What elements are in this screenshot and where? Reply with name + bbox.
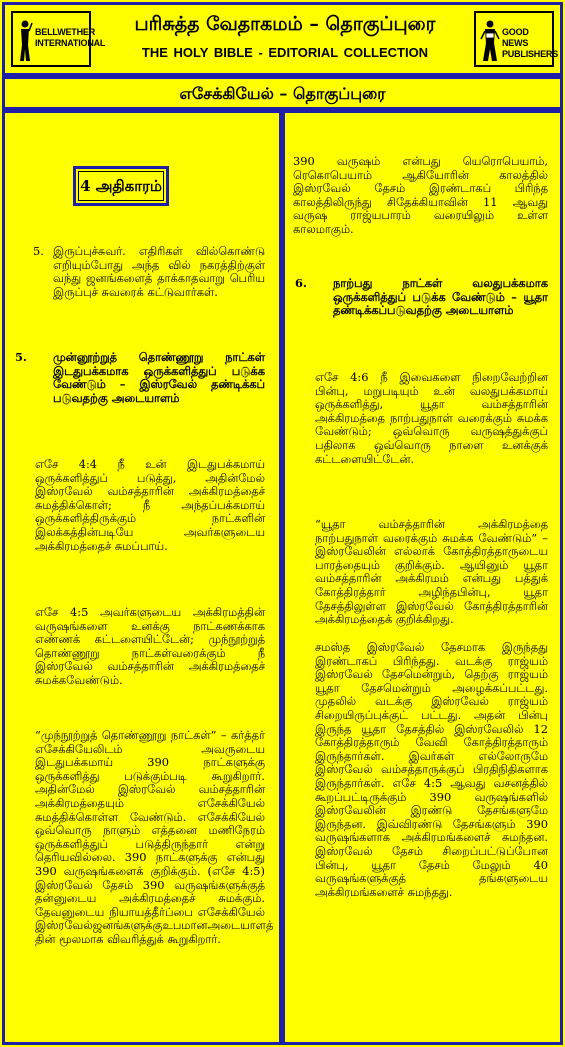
verse-paragraph: எசே 4:5 அவர்களுடைய அக்கிரமத்தின் வருஷங்களை உனக்கு நாட்கணக்காக எண்ணக் கட்டளையிட்டேன்; முந்நூற்றுத் தொண்ணூறு நாட்கள்வரைக்கும் நீ இஸ்ரவேல் வம்சத்தாரின் அக்கிரமத்தைச் சுமக்கவேண்டும். (35, 605, 265, 687)
book-title: எசேக்கியேல் – தொகுப்புரை (179, 84, 386, 103)
bellwether-figure-icon (17, 19, 33, 63)
section-heading (295, 277, 548, 349)
list-item-number: 5. (33, 244, 44, 258)
logo-right-text: GOOD NEWS PUBLISHERS (502, 27, 559, 59)
book-title-bar (2, 76, 563, 110)
section-heading-number: 6. (295, 276, 307, 290)
section-heading (15, 351, 265, 435)
right-column (282, 110, 563, 1045)
logo-left-text: BELLWETHER INTERNATIONAL (35, 27, 106, 48)
verse-paragraph: எசே 4:4 நீ உன் இடதுபக்கமாய் ஒருக்களித்துப் படுத்து, அதின்மேல் இஸ்ரவேல் வம்சத்தாரின் அக்கிரமத்தைச் சுமத்திக்கொள்; நீ அந்தப்பக்கமாய் ஒருக்களித்திருக்கும் நாட்களின் இலக்கத்தின்படியே அவர்களுடைய அக்கிரமத்தைச் சுமப்பாய். (35, 457, 265, 553)
left-column (2, 110, 282, 1045)
list-item (33, 245, 265, 315)
page-title-tamil: பரிசுத்த வேதாகமம் – தொகுப்புரை (134, 13, 436, 35)
section-heading-number: 5. (15, 350, 27, 364)
good-news-logo (474, 11, 559, 67)
section-heading-text: முன்னூற்றுத் தொண்ணூறு நாட்கள் இடதுபக்கமாக ஒருக்களித்துப் படுக்க வேண்டும் – இஸ்ரவேல் தண்டிக்கப் படுவதற்கு அடையாளம் (53, 350, 265, 405)
list-item-text: இருப்புச்சுவர். எதிரிகள் வில்கொண்டு எறியும்போது அந்த வில் நகரத்திற்குள் வந்து ஜனங்களைத் தாக்காதவாறு பெரிய இருப்புச் சுவரைக் கட்டுவார்கள். (53, 244, 265, 299)
chapter-label: 4 அதிகாரம் (73, 166, 169, 206)
header-banner (2, 2, 563, 76)
page-title-english: THE HOLY BIBLE - EDITORIAL COLLECTION (141, 45, 429, 60)
commentary-paragraph: “முந்நூற்றுத் தொண்ணூறு நாட்கள்” – கர்த்தர் எசேக்கியேலிடம் அவருடைய இடதுபக்கமாய் 390 நாட்களுக்கு ஒருக்களித்து படுக்கும்படி கூறுகிறார். அதின்மேல் இஸ்ரவேல் வம்சத்தாரின் அக்கிரமத்தையும் எசேக்கியேல் சுமத்திக்கொள்ள வேண்டும். எசேக்கியேல் ஒவ்வொரு நாளும் எத்தனை மணிநேரம் ஒருக்களித்துப் படுத்திருந்தார் என்று தெரியவில்லை. 390 நாட்களுக்கு என்பது 390 வருஷங்களைக் குறிக்கும். (எசே 4:5) இஸ்ரவேல் தேசம் 390 வருஷங்களுக்குத் தன்னுடைய அக்கிரமத்தைச் சுமக்கும். தேவனுடைய நியாயத்தீர்ப்பை எசேக்கியேல் இஸ்ரவேல்ஜனங்களுக்குஉபமானஅடையாளத் தின் மூலமாக விவரித்துக் கூறுகிறார். (35, 728, 274, 946)
section-heading-text: நாற்பது நாட்கள் வலதுபக்கமாக ஒருக்களித்துப் படுக்க வேண்டும் – யூதா தண்டிக்கப்படுவதற்கு அடையாளம் (333, 276, 548, 318)
good-news-figure-icon (480, 19, 500, 63)
commentary-paragraph: சமஸ்த இஸ்ரவேல் தேசமாக இருந்தது இரண்டாகப் பிரிந்தது. வடக்கு ராஜ்யம் இஸ்ரவேல் தேசமென்றும், தெற்கு ராஜ்யம் யூதா தேசமென்றும் அழைக்கப்பட்டது. முதலில் வடக்கு இஸ்ரவேல் ராஜ்யம் சிறையிருப்புக்குட் பட்டது. அதன் பின்பு இருந்த யூதா தேசத்தில் இஸ்ரவேலில் 12 கோத்திரத்தாரும் வேவி கோத்திரத்தாரும் இருந்தார்கள். இவர்கள் எல்லோருமே இஸ்ரவேல் வம்சத்தாருக்குப் பிரதிநிதிகளாக இருந்தார்கள். எசே 4:5 ஆவது வசனத்தில் கூறப்பட்டிருக்கும் 390 வருஷங்களில் இஸ்ரவேலின் இரண்டு தேசங்களுமே இருந்தன. இவ்விரண்டு தேசங்களும் 390 வருஷங்களாக அக்கிரமங்களைச் சுமந்தன. இஸ்ரவேல் தேசம் சிறைப்பட்டுப்போன பின்பு, யூதா தேசம் மேலும் 40 வருஷங்களுக்குத் தங்களுடைய அக்கிரமங்களைச் சுமந்தது. (315, 640, 548, 899)
verse-paragraph: எசே 4:6 நீ இவைகளை நிறைவேற்றின பின்பு, மறுபடியும் உன் வலதுபக்கமாய் ஒருக்களித்து, யூதா வம்சத்தாரின் அக்கிரமத்தை நாற்பதுநாள் வரைக்கும் சுமக்க வேண்டும்; ஒவ்வொரு வருஷத்துக்குப் பதிலாக ஒவ்வொரு நாளை உனக்குக் கட்டளையிட்டேன். (315, 370, 548, 466)
bellwether-logo (11, 11, 106, 67)
commentary-paragraph: “யூதா வம்சத்தாரின் அக்கிரமத்தை நாற்பதுநாள் வரைக்கும் சுமக்க வேண்டும்” – இஸ்ரவேலின் எல்லாக் கோத்திரத்தாருடைய பாரத்தையும் குறிக்கும். ஆயினும் யூதா வம்சத்தாரின் அக்கிரமம் என்பது பத்துக் கோத்திரத்தார் அழிந்தபின்பு, யூதா தேசத்திலுள்ள இஸ்ரவேல் கோத்திரத்தாரின் அக்கிரமத்தைக் குறிக்கிறது. (315, 517, 548, 627)
commentary-paragraph: 390 வருஷம் என்பது யெரொபெயாம், ரெகொபெயாம் ஆகியோரின் காலத்தில் இஸ்ரவேல் தேசம் இரண்டாகப் பிரிந்த காலத்திலிருந்து சிதேக்கியாவின் 11 ஆவது வருஷ ராஜ்யபாரம் வரையிலும் உள்ள காலமாகும். (293, 154, 548, 236)
